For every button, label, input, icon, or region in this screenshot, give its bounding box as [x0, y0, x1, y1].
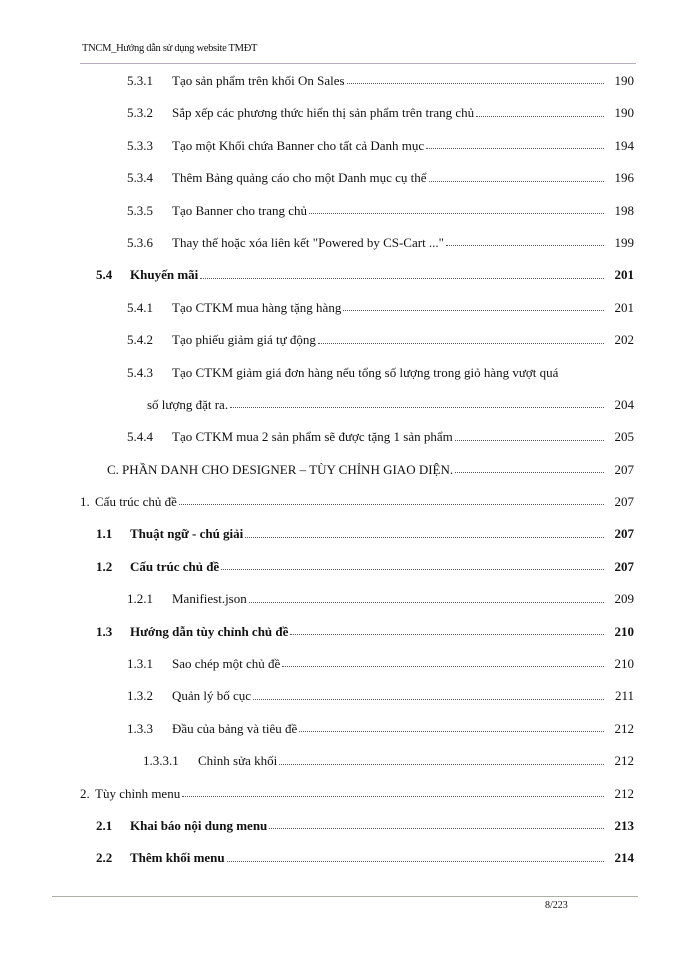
- toc-entry-page: 207: [614, 558, 634, 574]
- toc-entry-number: 5.4.1: [127, 299, 153, 315]
- toc-entry-title: Thay thế hoặc xóa liên kết "Powered by CS-Cart ...": [172, 234, 444, 250]
- toc-entry-number: 1.3.3: [127, 720, 153, 736]
- toc-entry-line: [122, 454, 604, 486]
- toc-entry-line: [172, 292, 604, 324]
- toc-entry-line: [172, 227, 604, 259]
- toc-entry[interactable]: [0, 616, 700, 648]
- dot-leader: [299, 731, 604, 732]
- page-number: 8/223: [545, 900, 568, 911]
- dot-leader: [200, 278, 604, 279]
- toc-entry-line: [95, 778, 604, 810]
- running-header: TNCM_Hướng dẫn sử dụng website TMĐT: [82, 43, 258, 54]
- toc-entry[interactable]: [0, 454, 700, 486]
- toc-entry-line: [172, 648, 604, 680]
- toc-entry-title: Sắp xếp các phương thức hiển thị sản phẩm trên trang chủ: [172, 105, 475, 121]
- toc-entry[interactable]: [0, 713, 700, 745]
- toc-entry-title: PHẦN DANH CHO DESIGNER – TÙY CHỈNH GIAO DIỆN.: [122, 461, 454, 477]
- dot-leader: [253, 699, 604, 700]
- dot-leader: [230, 407, 604, 408]
- dot-leader: [282, 666, 604, 667]
- toc-entry-number: 5.3.2: [127, 105, 153, 121]
- toc-entry-page: 214: [614, 850, 634, 866]
- toc-entry-title: Tạo CTKM mua 2 sản phẩm sẽ được tặng 1 sản phẩm: [172, 429, 453, 445]
- dot-leader: [343, 310, 604, 311]
- toc-entry-number: 1.1: [96, 526, 113, 542]
- toc-entry[interactable]: [0, 583, 700, 615]
- toc-entry-page: 194: [614, 137, 634, 153]
- toc-entry-page: 201: [614, 267, 634, 283]
- dot-leader: [455, 472, 604, 473]
- toc-entry-number: 1.3.3.1: [143, 753, 179, 769]
- toc-entry-title: Thuật ngữ - chú giải: [130, 526, 244, 542]
- toc-entry-number: 5.3.1: [127, 73, 153, 88]
- toc-entry[interactable]: [0, 842, 700, 874]
- toc-entry-line: [172, 680, 604, 712]
- toc-entry-title: Khai báo nội dung menu: [130, 817, 268, 833]
- toc-entry-page: 196: [614, 170, 634, 186]
- toc-entry-number: 1.: [80, 494, 90, 510]
- dot-leader: [221, 569, 604, 570]
- toc-entry-number: 2.2: [96, 850, 113, 866]
- dot-leader: [455, 440, 604, 441]
- toc-entry-number: 1.3.1: [127, 656, 153, 672]
- dot-leader: [318, 343, 604, 344]
- toc-entry[interactable]: [0, 486, 700, 518]
- toc-entry-number: 5.3.6: [127, 234, 153, 250]
- toc-entry-title: Quản lý bố cục: [172, 688, 252, 704]
- toc-entry-number: 1.2.1: [127, 591, 153, 607]
- toc-entry-page: 207: [614, 461, 634, 477]
- dot-leader: [446, 245, 604, 246]
- toc-entry-page: 212: [614, 785, 634, 801]
- toc-entry-line: [130, 616, 604, 648]
- toc-entry-line: [172, 195, 604, 227]
- toc-entry[interactable]: [0, 421, 700, 453]
- toc-entry-number: 5.3.3: [127, 137, 153, 153]
- toc-entry-number: 1.3: [96, 623, 113, 639]
- header-divider: [80, 63, 636, 64]
- toc-entry-title: Hướng dẫn tùy chỉnh chủ đề: [130, 623, 289, 639]
- toc-entry-line: [95, 486, 604, 518]
- toc-entry-number: 5.3.4: [127, 170, 153, 186]
- table-of-contents: [0, 65, 700, 875]
- toc-entry-line: [172, 421, 604, 453]
- toc-entry-title: Tạo phiếu giảm giá tự động: [172, 332, 316, 348]
- toc-entry[interactable]: [0, 745, 700, 777]
- toc-entry-page: 190: [614, 73, 634, 88]
- toc-entry-page: 207: [614, 494, 634, 510]
- toc-entry-line: [172, 162, 604, 194]
- toc-entry-title: Sao chép một chủ đề: [172, 656, 281, 672]
- dot-leader: [429, 181, 604, 182]
- toc-entry-line: [172, 583, 604, 615]
- toc-entry-number: 5.3.5: [127, 202, 153, 218]
- toc-entry-line: [130, 259, 604, 291]
- toc-entry-page: 207: [614, 526, 634, 542]
- toc-entry-line: [147, 389, 604, 421]
- toc-entry[interactable]: [0, 324, 700, 356]
- toc-entry-page: 198: [614, 202, 634, 218]
- toc-entry-number: 5.4.2: [127, 332, 153, 348]
- toc-entry-line: [172, 97, 604, 129]
- toc-entry[interactable]: [0, 357, 700, 389]
- dot-leader: [426, 148, 604, 149]
- toc-entry-title: Chỉnh sửa khối: [198, 753, 278, 769]
- toc-entry-page: 211: [614, 688, 634, 704]
- toc-entry[interactable]: [0, 551, 700, 583]
- toc-entry-title: Tạo CTKM mua hàng tặng hàng: [172, 299, 342, 315]
- toc-entry-page: 209: [614, 591, 634, 607]
- toc-entry[interactable]: [0, 259, 700, 291]
- toc-entry-line: [172, 324, 604, 356]
- dot-leader: [476, 116, 604, 117]
- toc-entry-title: Cấu trúc chủ đề: [130, 558, 220, 574]
- toc-entry-title: Tạo Banner cho trang chủ: [172, 202, 308, 218]
- toc-entry-number: 1.3.2: [127, 688, 153, 704]
- toc-entry-page: 212: [614, 720, 634, 736]
- dot-leader: [290, 634, 604, 635]
- toc-entry-title: Tạo sản phẩm trên khối On Sales: [172, 73, 345, 88]
- toc-entry-number: C.: [107, 461, 119, 477]
- dot-leader: [279, 764, 604, 765]
- toc-entry-continuation[interactable]: [0, 389, 700, 421]
- toc-entry-line: [172, 130, 604, 162]
- toc-entry[interactable]: [0, 227, 700, 259]
- dot-leader: [249, 602, 604, 603]
- dot-leader: [347, 83, 604, 84]
- toc-entry-line: [172, 65, 604, 97]
- toc-entry[interactable]: [0, 648, 700, 680]
- toc-entry[interactable]: [0, 195, 700, 227]
- toc-entry-line: [198, 745, 604, 777]
- toc-entry-title: Khuyến mãi: [130, 267, 199, 283]
- toc-entry-title: Tùy chỉnh menu: [95, 785, 181, 801]
- toc-entry[interactable]: [0, 97, 700, 129]
- toc-entry[interactable]: [0, 292, 700, 324]
- dot-leader: [179, 504, 604, 505]
- dot-leader: [227, 861, 604, 862]
- toc-entry-title: Cấu trúc chủ đề: [95, 494, 177, 510]
- toc-entry[interactable]: [0, 778, 700, 810]
- toc-entry-title-continuation: số lượng đặt ra.: [147, 396, 229, 412]
- toc-entry-line: [172, 713, 604, 745]
- toc-entry-title: Đầu của bảng và tiêu đề: [172, 720, 298, 736]
- toc-entry-page: 199: [614, 234, 634, 250]
- dot-leader: [269, 828, 604, 829]
- toc-entry-title: Thêm khối menu: [130, 850, 225, 866]
- footer-divider: [52, 896, 638, 897]
- toc-entry-number: 2.1: [96, 817, 113, 833]
- toc-entry-line: [130, 810, 604, 842]
- dot-leader: [245, 537, 604, 538]
- toc-entry[interactable]: [0, 162, 700, 194]
- toc-entry[interactable]: [0, 130, 700, 162]
- toc-entry-page: 210: [614, 623, 634, 639]
- toc-entry-title: Thêm Bảng quảng cáo cho một Danh mục cụ thể: [172, 170, 427, 186]
- toc-entry-page: 202: [614, 332, 634, 348]
- toc-entry-title: Manifiest.json: [172, 591, 247, 607]
- dot-leader: [309, 213, 604, 214]
- toc-entry-title: Tạo một Khối chứa Banner cho tất cả Danh mục: [172, 137, 425, 153]
- toc-entry-line: [130, 551, 604, 583]
- toc-entry-page: 204: [614, 396, 634, 412]
- toc-entry-title: Tạo CTKM giảm giá đơn hàng nếu tổng số lượng trong giỏ hàng vượt quá: [172, 364, 559, 380]
- toc-entry-page: 205: [614, 429, 634, 445]
- toc-entry-number: 1.2: [96, 558, 113, 574]
- toc-entry-page: 213: [614, 817, 634, 833]
- toc-entry[interactable]: [0, 518, 700, 550]
- toc-entry[interactable]: [0, 65, 700, 97]
- toc-entry-line: [130, 518, 604, 550]
- toc-entry-page: 212: [614, 753, 634, 769]
- toc-entry[interactable]: [0, 810, 700, 842]
- toc-entry-page: 190: [614, 105, 634, 121]
- toc-entry[interactable]: [0, 680, 700, 712]
- toc-entry-number: 2.: [80, 785, 90, 801]
- toc-entry-page: 201: [614, 299, 634, 315]
- toc-entry-line: [130, 842, 604, 874]
- dot-leader: [182, 796, 604, 797]
- toc-entry-page: 210: [614, 656, 634, 672]
- toc-entry-number: 5.4.3: [127, 364, 153, 380]
- toc-entry-number: 5.4.4: [127, 429, 153, 445]
- toc-entry-number: 5.4: [96, 267, 113, 283]
